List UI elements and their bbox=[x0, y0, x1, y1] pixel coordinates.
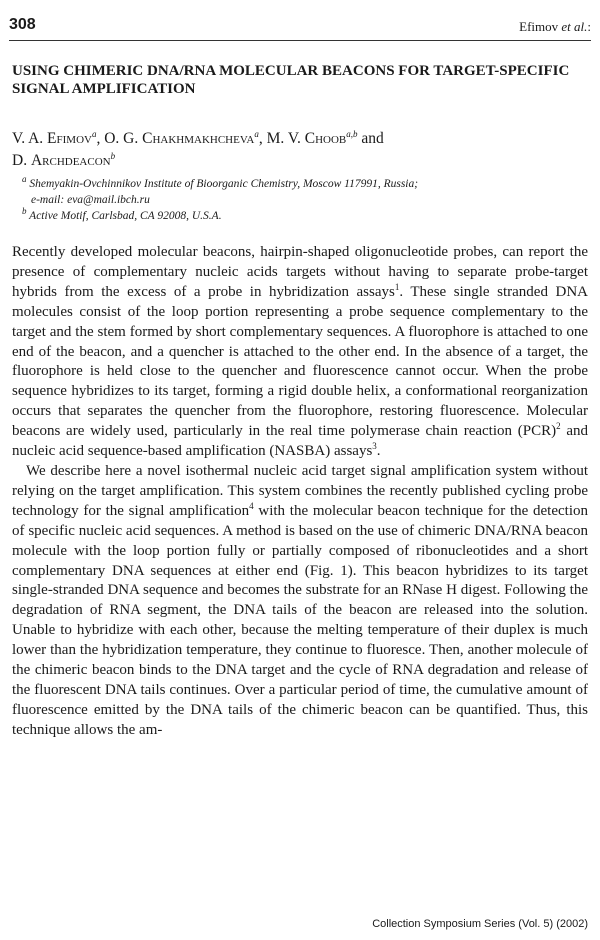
author-list bbox=[12, 128, 588, 172]
page-header bbox=[9, 16, 591, 41]
author: D. Archdeacon$^b$ bbox=[12, 150, 116, 169]
affiliation-a-email: e-mail: eva@mail.ibch.ru bbox=[31, 194, 150, 206]
affiliations bbox=[22, 176, 588, 224]
article-body bbox=[12, 243, 588, 741]
paragraph-2: We describe here a novel isothermal nucleic acid target signal amplification system without relying on the target amplification. This system combines the recently published cycling probe technology for the signal amplification$^4$ with the molecular beacon technique for the detection of specific nucleic acid sequences. A method is based on the use of chimeric DNA/RNA beacon molecule with the loop portion fully or partially composed of ribonucleotides and a short complementary DNA sequences at either end (Fig. 1). This beacon hybridizes to its target single-stranded DNA sequence and becomes the substrate for an RNase H digest. Following the degradation of RNA segment, the DNA tails of the beacon are released into the solution. Unable to hybridize with each other, because the melting temperature of their duplex is much lower than the hybridization temperature, they continue to fluoresce. Then, another molecule of the chimeric beacon binds to the DNA target and the cycle of RNA degradation and release of the fluorescent DNA tails continues. Over a particular period of time, the cumulative amount of fluorescence emitted by the DNA tails of the chimeric beacon can be quantified. Thus, this technique allows the am- bbox=[12, 462, 588, 738]
paragraph-1: Recently developed molecular beacons, hairpin-shaped oligonucleotide probes, can report the presence of complementary nucleic acids targets without having to separate probe-target hybrids from the excess of a probe in hybridization assays$^1$. These single stranded DNA molecules consist of the loop portion representing a probe sequence complementary to the target and the stem formed by short complementary sequences. A fluorophore is attached to one end of the beacon, and a quencher is attached to the other end. In the absence of a target, the fluorophore is held close to the quencher and fluorescence cannot occur. When the probe sequence hybridizes to its target, forming a rigid double helix, a conformational reorganization occurs that separates the quencher from the fluorophore, restoring fluorescence. Molecular beacons are widely used, particularly in the real time polymerase chain reaction (PCR)$^2$ and nucleic acid sequence-based amplification (NASBA) assays$^3$. bbox=[12, 244, 588, 460]
author: O. G. Chakhmakhcheva$^a$, bbox=[104, 128, 267, 147]
article-title: USING CHIMERIC DNA/RNA MOLECULAR BEACONS FOR TARGET-SPECIFIC SIGNAL AMPLIFICATION bbox=[12, 63, 570, 97]
affiliation-a: $^a$ Shemyakin-Ovchinnikov Institute of Bioorganic Chemistry, Moscow 117991, Russia; bbox=[22, 174, 419, 190]
affiliation-b: $^b$ Active Motif, Carlsbad, CA 92008, U.S.A. bbox=[22, 206, 222, 222]
author: V. A. Efimov$^a$, bbox=[12, 128, 105, 147]
page-footer: Collection Symposium Series (Vol. 5) (2002) bbox=[372, 918, 588, 930]
author: M. V. Choob$^{a,b}$ and bbox=[266, 128, 384, 147]
page-number: 308 bbox=[9, 16, 36, 33]
running-head: Efimov et al.: bbox=[519, 19, 591, 34]
